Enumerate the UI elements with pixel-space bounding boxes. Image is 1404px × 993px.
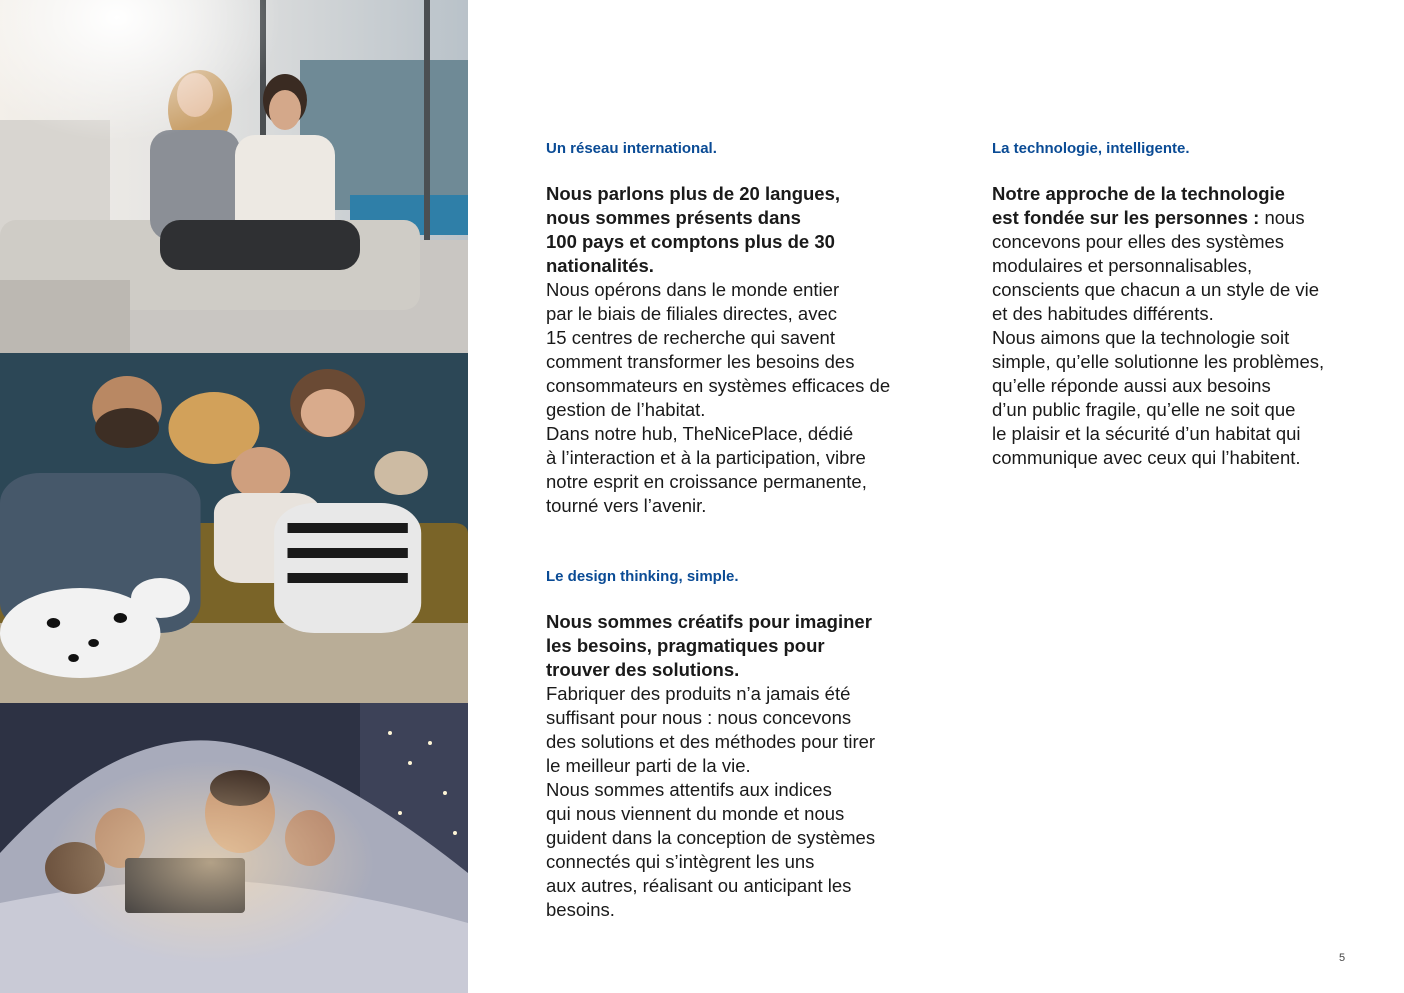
section-intelligent-technology	[992, 140, 1372, 470]
photo-couple-sofa	[0, 0, 468, 353]
photo-column	[0, 0, 468, 993]
page-number: 5	[1339, 952, 1346, 964]
photo-family-dogs	[0, 353, 468, 703]
section-lead: Nous sommes créatifs pour imaginer les besoins, pragmatiques pour trouver des solutions.	[546, 611, 872, 680]
section-lead: Nous parlons plus de 20 langues, nous sommes présents dans 100 pays et comptons plus de 30 nationalités.	[546, 183, 841, 276]
section-body: Nous opérons dans le monde entier par le biais de filiales directes, avec 15 centres de recherche qui savent comment transformer les besoins des consommateurs en systèmes efficaces de gestion de l’habitat. Dans notre hub, TheNicePlace, dédié à l’interaction et à la participation, vibre notre esprit en croissance permanente, tourné vers l’avenir.	[546, 279, 891, 516]
section-lead: Notre approche de la technologie est fondée sur les personnes :	[992, 183, 1285, 228]
section-heading: La technologie, intelligente.	[992, 140, 1190, 157]
photo-blanket-tablet	[0, 703, 468, 993]
section-heading: Le design thinking, simple.	[546, 568, 739, 585]
section-international-network	[546, 140, 926, 518]
section-body: Fabriquer des produits n’a jamais été suffisant pour nous : nous concevons des solutions et des méthodes pour tirer le meilleur parti de la vie. Nous sommes attentifs aux indices qui nous viennent du monde et nous guident dans la conception de systèmes connectés qui s’intègrent les uns aux autres, réalisant ou anticipant les besoins.	[546, 683, 876, 920]
section-paragraph	[992, 182, 1372, 470]
section-body: nous concevons pour elles des systèmes modulaires et personnalisables, conscients que chacun a un style de vie et des habitudes différents. Nous aimons que la technologie soit simple, qu’elle solutionne les problèmes, qu’elle réponde aussi aux besoins d’un public fragile, qu’elle ne soit que le plaisir et la sécurité d’un habitat qui communique avec ceux qui l’habitent.	[992, 207, 1325, 468]
section-heading: Un réseau international.	[546, 140, 717, 157]
section-design-thinking	[546, 568, 926, 922]
